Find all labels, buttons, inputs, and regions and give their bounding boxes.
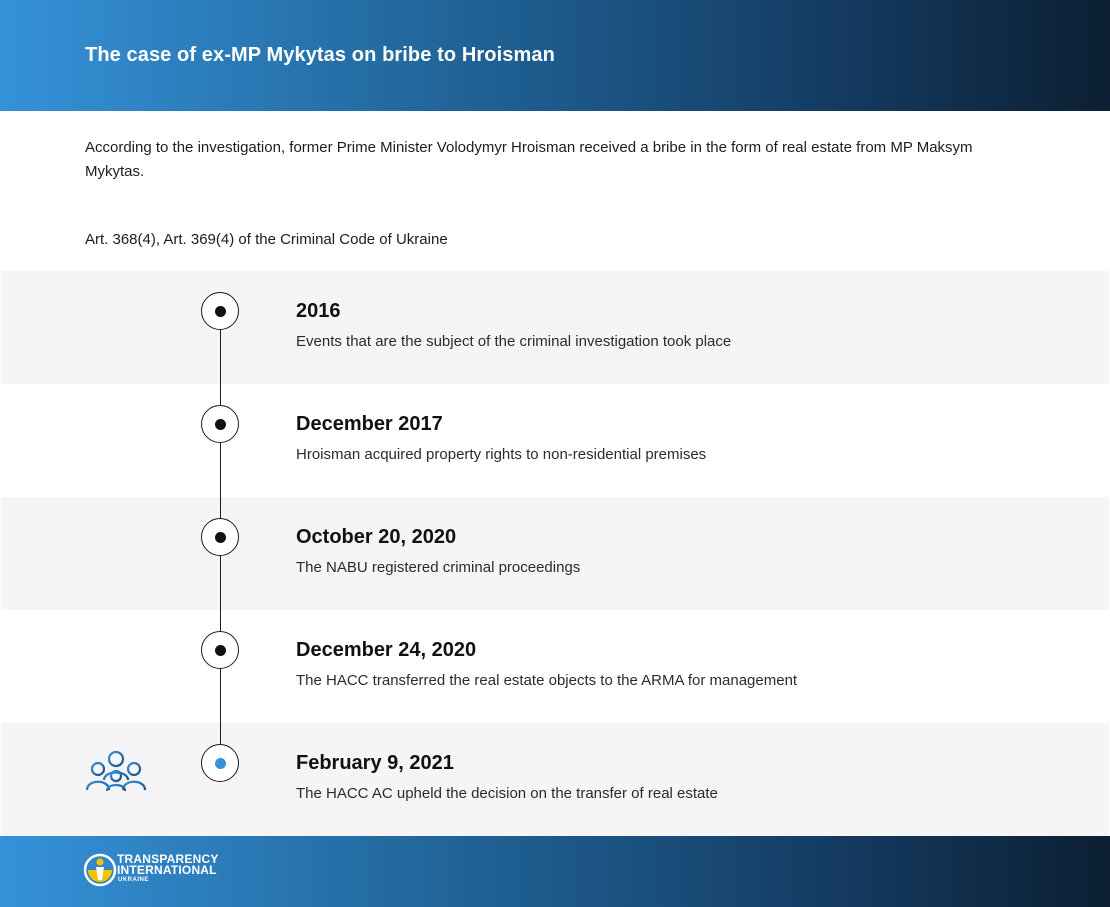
timeline-date: December 2017 (296, 413, 443, 435)
transparency-international-logo-icon (83, 853, 117, 887)
logo-line-1: TRANSPARENCY (117, 852, 219, 866)
logo-wordmark (117, 854, 219, 884)
logo-line-3: UKRAINE (118, 877, 149, 883)
timeline-description: Hroisman acquired property rights to non-residential premises (296, 446, 707, 463)
timeline-description: The HACC transferred the real estate objects to the ARMA for management (296, 672, 798, 689)
timeline-date: 2016 (296, 300, 341, 322)
timeline-row (1, 384, 1109, 497)
timeline-description: The HACC AC upheld the decision on the transfer of real estate (296, 785, 718, 802)
timeline-node (201, 292, 239, 330)
timeline-row (1, 610, 1109, 723)
legal-articles: Art. 368(4), Art. 369(4) of the Criminal Code of Ukraine (85, 231, 448, 248)
timeline-node (201, 405, 239, 443)
people-group-icon (85, 750, 147, 792)
timeline-node (201, 518, 239, 556)
intro-text: According to the investigation, former Prime Minister Volodymyr Hroisman received a bribe in the form of real estate from MP Maksym Mykytas. (85, 139, 973, 180)
timeline-date: February 9, 2021 (296, 752, 454, 774)
timeline-description: The NABU registered criminal proceedings (296, 559, 581, 576)
timeline-description: Events that are the subject of the criminal investigation took place (296, 333, 732, 350)
timeline-date: October 20, 2020 (296, 526, 457, 548)
page-title: The case of ex-MP Mykytas on bribe to Hroisman (85, 44, 555, 66)
header-banner (0, 0, 1110, 111)
logo-line-2: INTERNATIONAL (117, 863, 217, 877)
timeline-row (1, 723, 1109, 836)
timeline-date: December 24, 2020 (296, 639, 477, 661)
timeline-row (1, 271, 1109, 384)
timeline-node (201, 631, 239, 669)
timeline-row (1, 497, 1109, 610)
timeline-node-current (201, 744, 239, 782)
